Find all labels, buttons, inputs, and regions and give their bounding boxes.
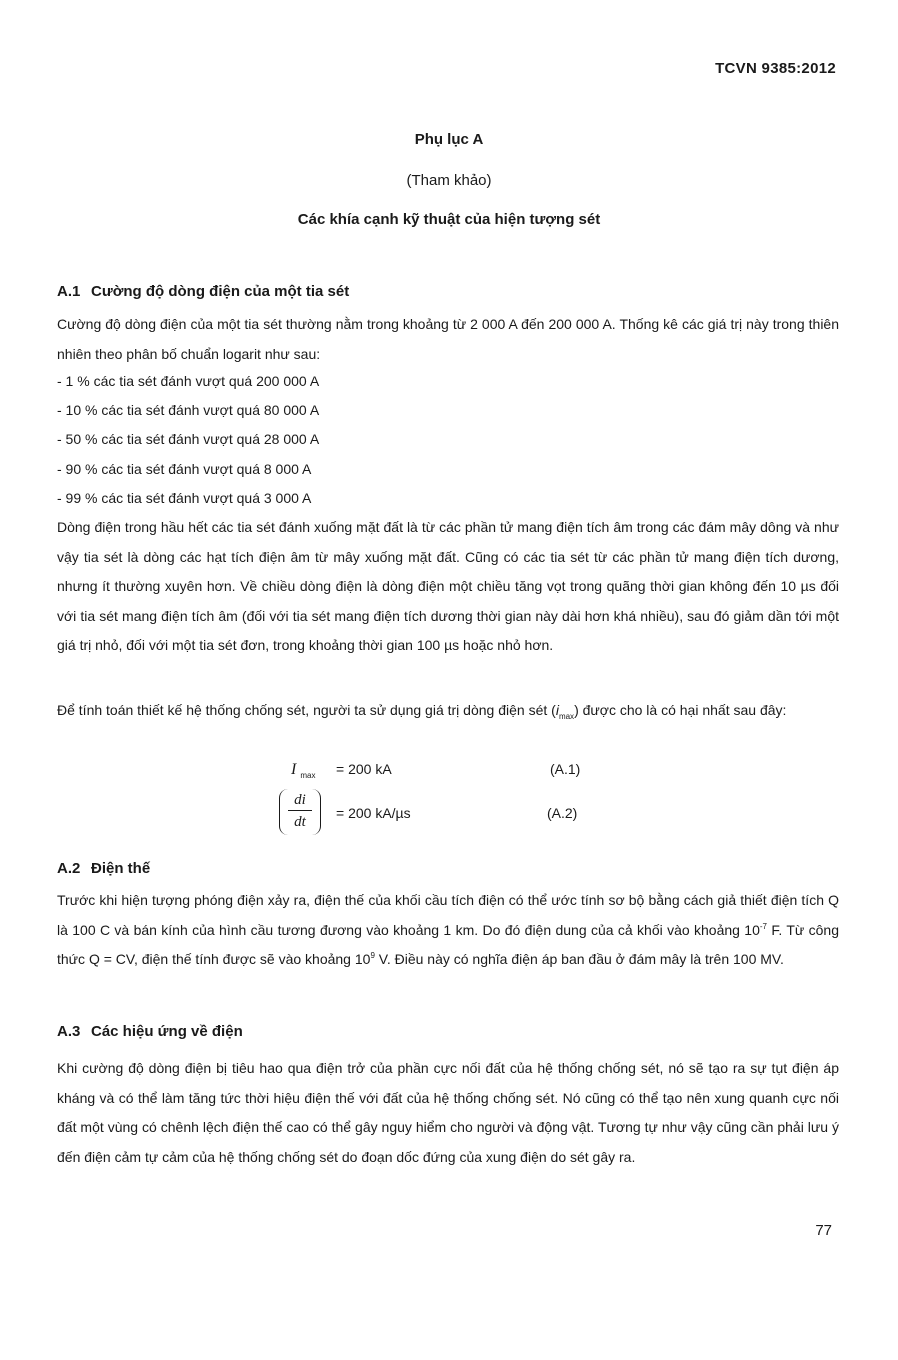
equation-a1-number: (A.1) bbox=[550, 761, 581, 777]
section-heading-a3 bbox=[57, 1023, 243, 1040]
list-item: - 99 % các tia sét đánh vượt quá 3 000 A bbox=[57, 489, 312, 506]
subscript: max bbox=[558, 711, 575, 721]
text-run: Để tính toán thiết kế hệ thống chống sét, người ta sử dụng giá trị dòng điện sét ( bbox=[57, 702, 556, 718]
equation-a1-rhs: = 200 kA bbox=[336, 761, 392, 777]
paragraph bbox=[57, 886, 839, 975]
section-number: A.3 bbox=[57, 1023, 81, 1040]
section-number: A.1 bbox=[57, 283, 81, 300]
variable: i bbox=[555, 702, 559, 718]
text-run: ) được cho là có hại nhất sau đây: bbox=[574, 702, 787, 718]
right-parenthesis bbox=[312, 789, 321, 835]
section-heading-a2 bbox=[57, 860, 150, 877]
paragraph bbox=[57, 696, 839, 731]
appendix-note: (Tham khảo) bbox=[406, 172, 492, 189]
section-heading-a1 bbox=[57, 283, 349, 300]
superscript: 9 bbox=[370, 951, 375, 960]
equation-a1-lhs bbox=[291, 761, 315, 780]
left-parenthesis bbox=[279, 789, 288, 835]
list-item: - 90 % các tia sét đánh vượt quá 8 000 A bbox=[57, 460, 312, 477]
numerator: di bbox=[288, 790, 312, 811]
variable: I bbox=[291, 761, 297, 778]
percentile-list bbox=[57, 367, 839, 513]
standard-code: TCVN 9385:2012 bbox=[715, 60, 836, 77]
section-title: Các hiệu ứng về điện bbox=[91, 1023, 243, 1040]
text-run: Trước khi hiện tượng phóng điện xảy ra, điện thế của khối cầu tích điện có thể ước tính sơ bộ bằng cách giả thiết điện tích Q là 100 C và bán kính của hình cầu tương đương vào khoảng 1 km. Do đó điện dung của cả khối vào khoảng 10 bbox=[57, 892, 839, 938]
superscript: -7 bbox=[759, 921, 767, 931]
paragraph: Dòng điện trong hầu hết các tia sét đánh xuống mặt đất là từ các phần tử mang điện tích âm trong các đám mây dông và như vậy tia sét là dòng các hạt tích điện âm từ mây xuống mặt đất. Cũng có các tia sét từ các phần tử mang điện tích dương, nhưng ít thường xuyên hơn. Về chiều dòng điện là dòng điện một chiều tăng vọt trong quãng thời gian không đến 10 µs đối với tia sét mang điện tích âm (đối với tia sét mang điện tích dương thời gian này dài hơn khá nhiều), sau đó giảm dần tới một giá trị nhỏ, đối với một tia sét đơn, trong khoảng thời gian 100 µs hoặc nhỏ hơn. bbox=[57, 519, 839, 653]
list-item: - 50 % các tia sét đánh vượt quá 28 000 A bbox=[57, 431, 320, 448]
page-number: 77 bbox=[815, 1222, 832, 1239]
list-item: - 10 % các tia sét đánh vượt quá 80 000 A bbox=[57, 402, 320, 419]
subscript: max bbox=[300, 771, 316, 781]
fraction bbox=[288, 790, 312, 833]
equation-a2-rhs: = 200 kA/µs bbox=[336, 805, 411, 821]
denominator: dt bbox=[294, 814, 306, 830]
paragraph: Cường độ dòng điện của một tia sét thường nằm trong khoảng từ 2 000 A đến 200 000 A. Thống kê các giá trị này trong thiên nhiên theo phân bố chuẩn logarit như sau: bbox=[57, 316, 839, 362]
paragraph: Khi cường độ dòng điện bị tiêu hao qua điện trở của phần cực nối đất của hệ thống chống sét, nó sẽ tạo ra sự tụt điện áp kháng và có thể làm tăng tức thời hiệu điện thế với đất của hệ thống chống sét. Nó cũng có thể tạo nên xung quanh cực nối đất một vùng có chênh lệch điện thế cao có thể gây nguy hiểm cho người và động vật. Tương tự như vậy cũng cần phải lưu ý đến điện cảm tự cảm của hệ thống chống sét do đoạn dốc đứng của xung điện do sét gây ra. bbox=[57, 1060, 839, 1165]
text-run: F. Từ công thức Q = CV, điện thế tính được sẽ vào khoảng 10 bbox=[57, 921, 839, 967]
section-title: Điện thế bbox=[91, 860, 151, 877]
equation-a2-lhs bbox=[279, 789, 321, 837]
equation-a2-number: (A.2) bbox=[547, 805, 578, 821]
list-item: - 1 % các tia sét đánh vượt quá 200 000 A bbox=[57, 373, 320, 389]
section-number: A.2 bbox=[57, 860, 81, 877]
text-run: V. Điều này có nghĩa điện áp ban đầu ở đám mây là trên 100 MV. bbox=[374, 951, 784, 967]
appendix-subject: Các khía cạnh kỹ thuật của hiện tượng sét bbox=[297, 211, 601, 228]
appendix-title: Phụ lục A bbox=[414, 131, 484, 148]
section-title: Cường độ dòng điện của một tia sét bbox=[91, 283, 350, 300]
